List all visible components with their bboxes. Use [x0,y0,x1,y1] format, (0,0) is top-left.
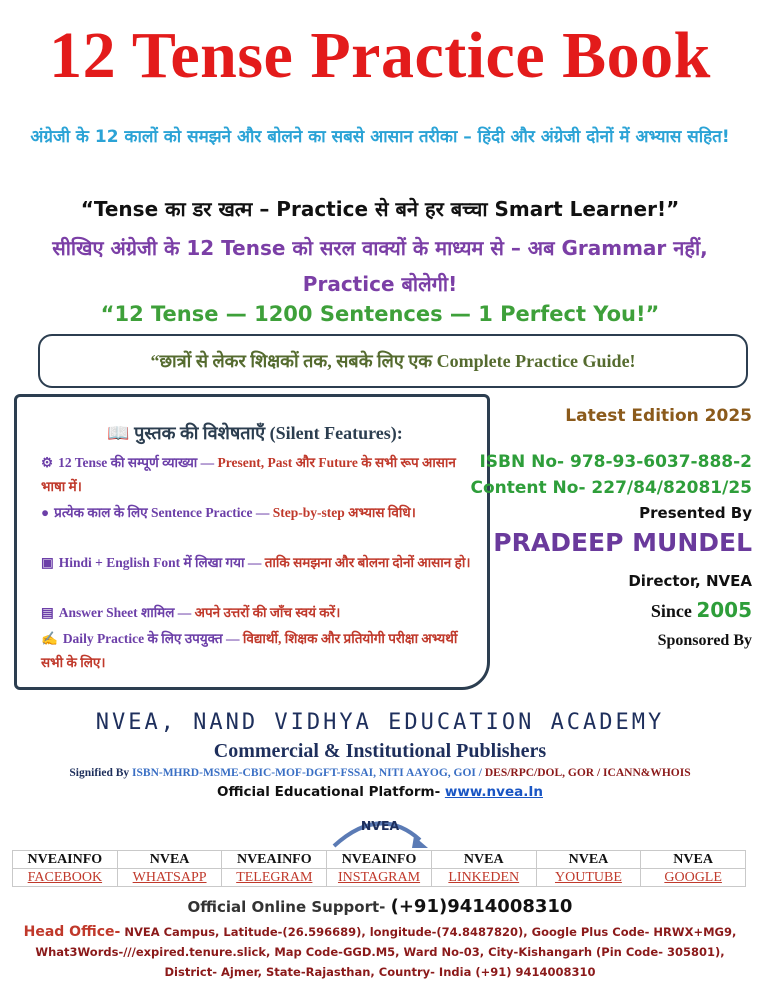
feature-lead: Daily Practice के लिए उपयुक्त — [62,631,243,646]
features-panel [14,394,490,690]
head-office-address [22,922,738,982]
tagline-quote: “Tense का डर खत्म – Practice से बने हर बच्चा Smart Learner!” [80,197,680,221]
book-icon: 📖 [107,423,130,443]
feature-item [41,551,481,575]
isbn-number: ISBN No- 978-93-6037-888-2 [479,452,752,472]
feature-rest: ताकि समझना और बोलना दोनों आसान हो। [264,555,471,570]
feature-lead: Hindi + English Font में लिखा गया — [58,555,265,570]
content-number: Content No- 227/84/82081/25 [470,478,752,498]
abc-icon: ▣ [41,555,54,570]
book-title: 12 Tense Practice Book [49,19,711,92]
social-handle: NVEAINFO [222,851,327,869]
green-slogan: “12 Tense — 1200 Sentences — 1 Perfect You!” [100,302,660,326]
writing-hand-icon: ✍ [41,631,58,646]
instagram-link[interactable]: INSTAGRAM [327,869,432,887]
social-handle: NVEA [641,851,746,869]
linkedin-link[interactable]: LINKEDEN [431,869,536,887]
since-year: 2005 [696,598,752,622]
social-handle: NVEA [536,851,641,869]
feature-lead: 12 Tense की सम्पूर्ण व्याख्या — [58,455,218,470]
purple-subtitle: सीखिए अंग्रेजी के 12 Tense को सरल वाक्यों के माध्यम से – अब Grammar नहीं, Practice बोलेगी! [52,236,708,296]
features-title [17,421,493,445]
telegram-link[interactable]: TELEGRAM [222,869,327,887]
feature-item [41,601,481,625]
platform-label: Official Educational Platform- [217,784,445,800]
social-handle: NVEAINFO [327,851,432,869]
social-link-row [13,869,746,887]
signified-part2: DES/RPC/DOL, GOR / ICANN&WHOIS [484,767,691,779]
author-name: PRADEEP MUNDEL [493,528,752,557]
signified-label: Signified By [69,767,130,779]
online-support-line [0,896,760,917]
feature-item [41,451,481,499]
address-text: NVEA Campus, Latitude-(26.596689), longitude-(74.8487820), Google Plus Code- HRWX+MG9, What3Words-///expired.tenure.slick, Map Code-GGD.M5, Ward No-03, City-Kishangarh (Pin Code- 305801), District- Ajmer, State-Rajasthan, Country- India (+91) 9414008310 [35,925,737,979]
nvea-arc-arrow [328,810,432,852]
speech-icon: ● [41,505,50,520]
edition-label: Latest Edition 2025 [565,406,752,426]
publishers-line: Commercial & Institutional Publishers [213,740,547,762]
social-handle: NVEA [431,851,536,869]
feature-item [41,627,481,675]
signified-part1: ISBN-MHRD-MSME-CBIC-MOF-DGFT-FSSAI, NITI AAYOG, GOI / [132,767,485,779]
feature-rest: Step-by-step अभ्यास विधि। [272,505,416,520]
since-label: Since [650,601,692,621]
platform-line [0,784,760,800]
support-phone: (+91)9414008310 [390,896,573,917]
social-handle: NVEA [117,851,222,869]
whatsapp-link[interactable]: WHATSAPP [117,869,222,887]
nvea-arrow-label: NVEA [360,818,400,833]
practice-guide-text: “छात्रों से लेकर शिक्षकों तक, सबके लिए एक Complete Practice Guide! [150,351,636,371]
feature-rest: Present, Past और Future के सभी रूप आसान भाषा में। [41,455,456,494]
social-handle: NVEAINFO [13,851,118,869]
youtube-link[interactable]: YOUTUBE [536,869,641,887]
social-links-table [12,850,746,887]
social-header-row [13,851,746,869]
author-title: Director, NVEA [628,572,752,590]
head-office-label: Head Office- [23,924,121,940]
academy-name: NVEA, NAND VIDHYA EDUCATION ACADEMY [95,710,665,735]
gear-icon: ⚙ [41,455,54,470]
signified-by-line [0,767,760,779]
sheet-icon: ▤ [41,605,54,620]
since-line [651,598,752,622]
website-link[interactable]: www.nvea.In [444,784,543,800]
feature-lead: प्रत्येक काल के लिए Sentence Practice — [54,505,273,520]
feature-rest: अपने उत्तरों की जाँच स्वयं करें। [194,605,341,620]
google-link[interactable]: GOOGLE [641,869,746,887]
features-title-text: पुस्तक की विशेषताएँ (Silent Features): [134,423,403,443]
facebook-link[interactable]: FACEBOOK [13,869,118,887]
feature-lead: Answer Sheet शामिल — [58,605,195,620]
hindi-subtitle: अंग्रेजी के 12 कालों को समझने और बोलने का सबसे आसान तरीका – हिंदी और अंग्रेजी दोनों में अभ्यास सहित! [30,127,730,147]
feature-rest: विद्यार्थी, शिक्षक और प्रतियोगी परीक्षा अभ्यर्थी सभी के लिए। [41,631,458,670]
sponsored-by-label: Sponsored By [657,632,752,649]
feature-item [41,501,481,525]
support-label: Official Online Support- [187,898,391,916]
presented-by-label: Presented By [639,504,752,522]
practice-guide-box [38,334,748,388]
